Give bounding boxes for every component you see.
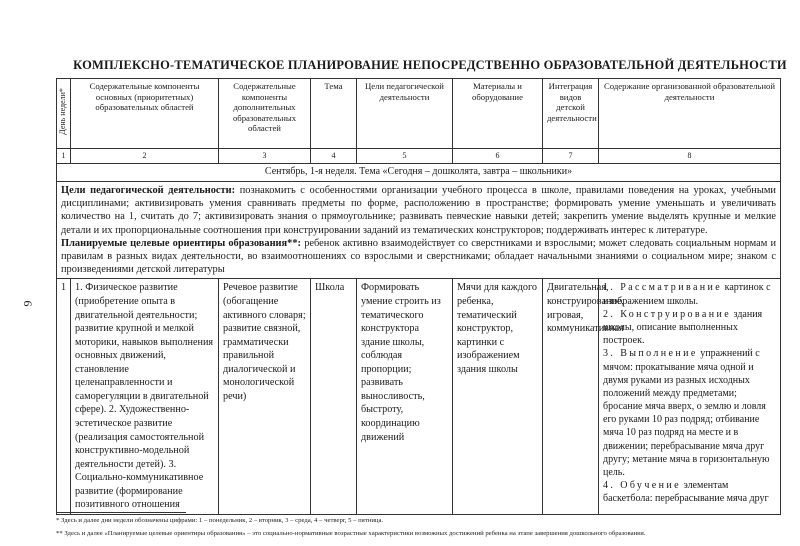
targets-text: ребенок активно взаимодействует со сверстниками и взрослыми; может следовать социальным нормам и правилам в разных видах деятельности, во взаимоотношениях со взрослыми и сверстниками; обладает начальными знаниями о социальном мире; знаком с произведениями детской литературы (61, 237, 777, 276)
goals-row (57, 182, 781, 279)
content-item-3-head: 3. Выполнение (603, 348, 698, 360)
content-item-2-head: 2. Конструирование (603, 308, 732, 320)
column-number: 1 (57, 149, 71, 164)
page-number: 9 (20, 300, 35, 307)
materials-cell: Мячи для каждого ребенка, тематический конструктор, картинки с изображением здания школы (453, 279, 543, 515)
column-number: 6 (453, 149, 543, 164)
integration-cell: Двигательная, конструирование, игровая, коммуникативная (543, 279, 599, 515)
goals-cell-row: Формировать умение строить из тематического конструктора здание школы, соблюдая пропорции; развивать выносливость, быстроту, координацию движений (357, 279, 453, 515)
column-number: 2 (71, 149, 219, 164)
footnote-divider (56, 512, 186, 513)
goals-label: Цели педагогической деятельности: (61, 185, 236, 196)
header-main-areas: Содержательные компоненты основных (приоритетных) образовательных областей (71, 79, 219, 149)
header-theme: Тема (311, 79, 357, 149)
column-number: 4 (311, 149, 357, 164)
page-title: КОМПЛЕКСНО-ТЕМАТИЧЕСКОЕ ПЛАНИРОВАНИЕ НЕПОСРЕДСТВЕННО ОБРАЗОВАТЕЛЬНОЙ ДЕЯТЕЛЬНОСТИ (73, 58, 787, 72)
header-materials: Материалы и оборудование (453, 79, 543, 149)
table-row (57, 279, 781, 515)
content-cell (599, 279, 781, 515)
content-item-2-text: здания школы, описание выполненных построек. (603, 308, 763, 347)
theme-cell: Школа (311, 279, 357, 515)
content-item-1-text: картинок с изображением школы. (603, 282, 771, 307)
week-row (57, 164, 781, 182)
content-item-1-head: 1. Рассматривание (603, 282, 723, 294)
column-number-row (57, 149, 781, 164)
planning-table (56, 78, 781, 515)
header-day: День недели* (57, 79, 71, 149)
column-number: 5 (357, 149, 453, 164)
content-item-4-text: элементам баскетбола: перебрасывание мяча друг (603, 480, 769, 505)
table-header-row (57, 79, 781, 149)
column-number: 7 (543, 149, 599, 164)
footnote-1: * Здесь и далее дни недели обозначены цифрами: 1 – понедельник, 2 – вторник, 3 – среда, 4 – четверг, 5 – пятница. (56, 517, 384, 524)
content-item-4-head: 4. Обучение (603, 480, 681, 492)
header-additional-areas: Содержательные компоненты дополнительных образовательных областей (219, 79, 311, 149)
main-areas-cell: 1. Физическое развитие (приобретение опыта в двигательной деятельности; развитие крупной и мелкой моторики, навыков выполнения основных движений, становление целенаправленности и саморегуляции в двигательной сфере). 2. Художественно-эстетическое развитие (реализация самостоятельной конструктивно-модельной деятельности детей). 3. Социально-коммуникативное развитие (формирование позитивного отношения (71, 279, 219, 515)
header-content: Содержание организованной образовательной деятельности (599, 79, 781, 149)
goals-text: познакомить с особенностями организации учебного процесса в школе, правилами поведения на уроках, учебными дисциплинами; активизировать умения сравнивать предметы по форме, расположению в пространстве; формировать умение уменьшать и увеличивать количество на 1, считать до 7; активизировать знания о прямоугольнике; развивать певческие навыки детей; закрепить умение выделять крупные и мелкие детали и их пропорциональные соотношения при конструировании заданий из тематических конструкторов; поддерживать интерес к литературе. (61, 185, 776, 236)
header-goals: Цели педагогической деятельности (357, 79, 453, 149)
content-item-3-text: упражнений с мячом: прокатывание мяча одной и двумя руками из разных исходных положений между предметами; бросание мяча вверх, о землю и ловля его руками 10 раз подряд; отбивание мяча 10 раз подряд на месте и в движении; перебрасывание мяча друг другу; метание мяча в горизонтальную цель. (603, 348, 770, 479)
header-integration: Интеграция видов детской деятельности (543, 79, 599, 149)
week-title: Сентябрь, 1-я неделя. Тема «Сегодня – дошколята, завтра – школьники» (57, 164, 781, 182)
day-cell: 1 (57, 279, 71, 515)
goals-cell (57, 182, 781, 279)
column-number: 3 (219, 149, 311, 164)
targets-label: Планируемые целевые ориентиры образования**: (61, 237, 302, 249)
additional-areas-cell: Речевое развитие (обогащение активного словаря; развитие связной, грамматически правильной диалогической и монологической речи) (219, 279, 311, 515)
footnote-2: ** Здесь и далее «Планируемые целевые ориентиры образования» – это социально-нормативные возрастные характеристики возможных достижений ребенка на этапе завершения дошкольного образования. (56, 530, 646, 537)
column-number: 8 (599, 149, 781, 164)
